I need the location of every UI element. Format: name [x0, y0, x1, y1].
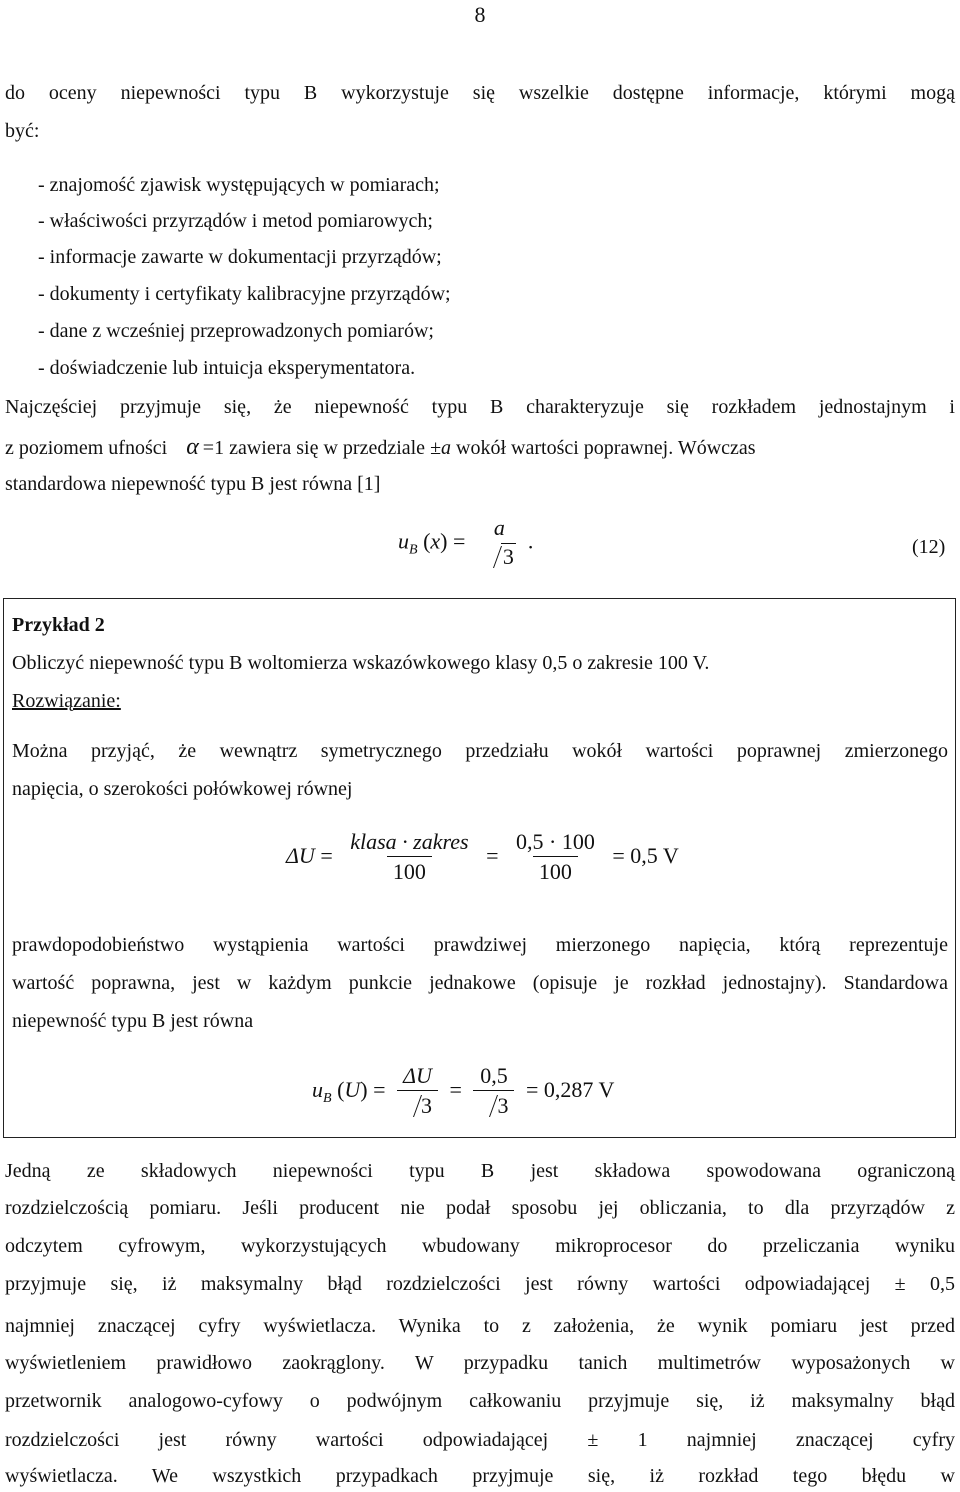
eq-fraction — [397, 1064, 438, 1120]
para2-line: przetwornik analogowo-cyfowy o podwójnym całkowaniu przyjmuje się, iż maksymalny błąd — [5, 1390, 955, 1412]
example-text-line: napięcia, o szerokości połówkowej równej — [12, 778, 353, 800]
para2-line: rozdzielczością pomiaru. Jeśli producent nie podał sposobu jej obliczania, to dla przyrządów z — [5, 1197, 955, 1219]
para2-line: Jedną ze składowych niepewności typu B jest składowa spowodowana ograniczoną — [5, 1160, 955, 1182]
alpha-symbol: α — [186, 434, 199, 460]
intro-line-1: do oceny niepewności typu B wykorzystuje się wszelkie dostępne informacje, którymi mogą — [5, 82, 955, 104]
para2-line: rozdzielczości jest równy wartości odpowiadającej ± 1 najmniej znaczącej cyfry — [5, 1429, 955, 1451]
list-item: - dane z wcześniej przeprowadzonych pomiarów; — [38, 320, 434, 342]
eq-subscript: B — [409, 542, 418, 558]
para2-line: najmniej znaczącej cyfry wyświetlacza. Wynika to z założenia, że wynik pomiaru jest przed — [5, 1315, 955, 1337]
solution-label: Rozwiązanie: — [12, 690, 121, 712]
example-text-line: niepewność typu B jest równa — [12, 1010, 254, 1032]
list-item: - znajomość zjawisk występujących w pomiarach; — [38, 174, 440, 196]
eq-fraction — [473, 1064, 514, 1120]
para2-line: wyświetlacza. We wszystkich przypadkach przyjmuje się, iż rozkład tego błędu w — [5, 1465, 955, 1487]
example-text-line: Można przyjąć, że wewnątrz symetrycznego przedziału wokół wartości poprawnej zmierzonego — [12, 740, 948, 762]
eq-fraction — [510, 830, 601, 886]
eq-subscript: B — [323, 1090, 332, 1106]
eq-denominator: 100 — [533, 856, 578, 885]
eq-symbol: u — [398, 528, 409, 554]
equation-delta-u: ΔU = $\frac{\text{klasa · zakres}}{100}$ = $\frac{0,5 \cdot 100}{100}$ = 0,5 V — [286, 829, 679, 885]
a-symbol: a — [441, 437, 452, 459]
eq-denominator: 3 — [421, 1093, 433, 1119]
para1-text: z poziomem ufności — [5, 437, 168, 459]
list-item: - właściwości przyrządów i metod pomiarowych; — [38, 210, 433, 232]
example-text-line: prawdopodobieństwo wystąpienia wartości prawdziwej mierzonego napięcia, którą reprezentuje — [12, 934, 948, 956]
para1-line-3: standardowa niepewność typu B jest równa [1] — [5, 473, 381, 495]
eq-denominator: 100 — [387, 856, 432, 885]
para2-line: odczytem cyfrowym, wykorzystujących wbudowany mikroprocesor do przeliczania wyniku — [5, 1235, 955, 1257]
eq-numerator: 0,5 — [480, 1063, 508, 1088]
page-number: 8 — [474, 2, 486, 27]
eq-denominator: 3 — [502, 544, 514, 570]
eq-result: 0,287 V — [543, 1076, 615, 1102]
intro-line-2: być: — [5, 120, 40, 142]
eq-numerator: ΔU — [403, 1063, 432, 1088]
eq-numerator: a — [493, 515, 505, 540]
para2-line: wyświetleniem prawidłowo zaokrąglony. W przypadku tanich multimetrów wyposażonych w — [5, 1352, 955, 1374]
para1-text: wokół wartości poprawnej. Wówczas — [456, 437, 756, 459]
equation-ub: $u_B$ (U) = $\frac{\Delta U}{3}$ = $\frac{0,5}{3}$ = 0,287 V — [312, 1063, 615, 1119]
eq-lhs: ΔU — [286, 842, 315, 868]
para2-line: przyjmuje się, iż maksymalny błąd rozdzielczości jest równy wartości odpowiadającej ± 0,5 — [5, 1273, 955, 1295]
example-task: Obliczyć niepewność typu B woltomierza wskazówkowego klasy 0,5 o zakresie 100 V. — [12, 652, 710, 674]
list-item: - doświadczenie lub intuicja eksperymentatora. — [38, 357, 416, 379]
example-title: Przykład 2 — [12, 614, 105, 636]
eq-numerator: 0,5 · 100 — [516, 829, 595, 854]
eq-fraction — [344, 830, 474, 886]
eq-fraction — [477, 516, 522, 571]
para1-line-1: Najczęściej przyjmuje się, że niepewność typu B charakteryzuje się rozkładem jednostajnym i — [5, 396, 955, 418]
para1-text: =1 zawiera się w przedziale ± — [202, 437, 442, 459]
equation-12: $u_B$ (x) = a 3 . — [398, 515, 534, 570]
eq-argument: U — [344, 1076, 361, 1102]
para1-line-2 — [5, 434, 756, 461]
list-item: - dokumenty i certyfikaty kalibracyjne przyrządów; — [38, 283, 451, 305]
eq-symbol: u — [312, 1076, 323, 1102]
eq-result: 0,5 V — [630, 842, 679, 868]
eq-argument: x — [430, 528, 441, 554]
eq-denominator: 3 — [497, 1093, 509, 1119]
list-item: - informacje zawarte w dokumentacji przyrządów; — [38, 246, 442, 268]
equation-number: (12) — [912, 536, 946, 558]
eq-numerator: klasa · zakres — [350, 829, 469, 854]
example-text-line: wartość poprawna, jest w każdym punkcie jednakowe (opisuje je rozkład jednostajny). Standardowa — [12, 972, 948, 994]
